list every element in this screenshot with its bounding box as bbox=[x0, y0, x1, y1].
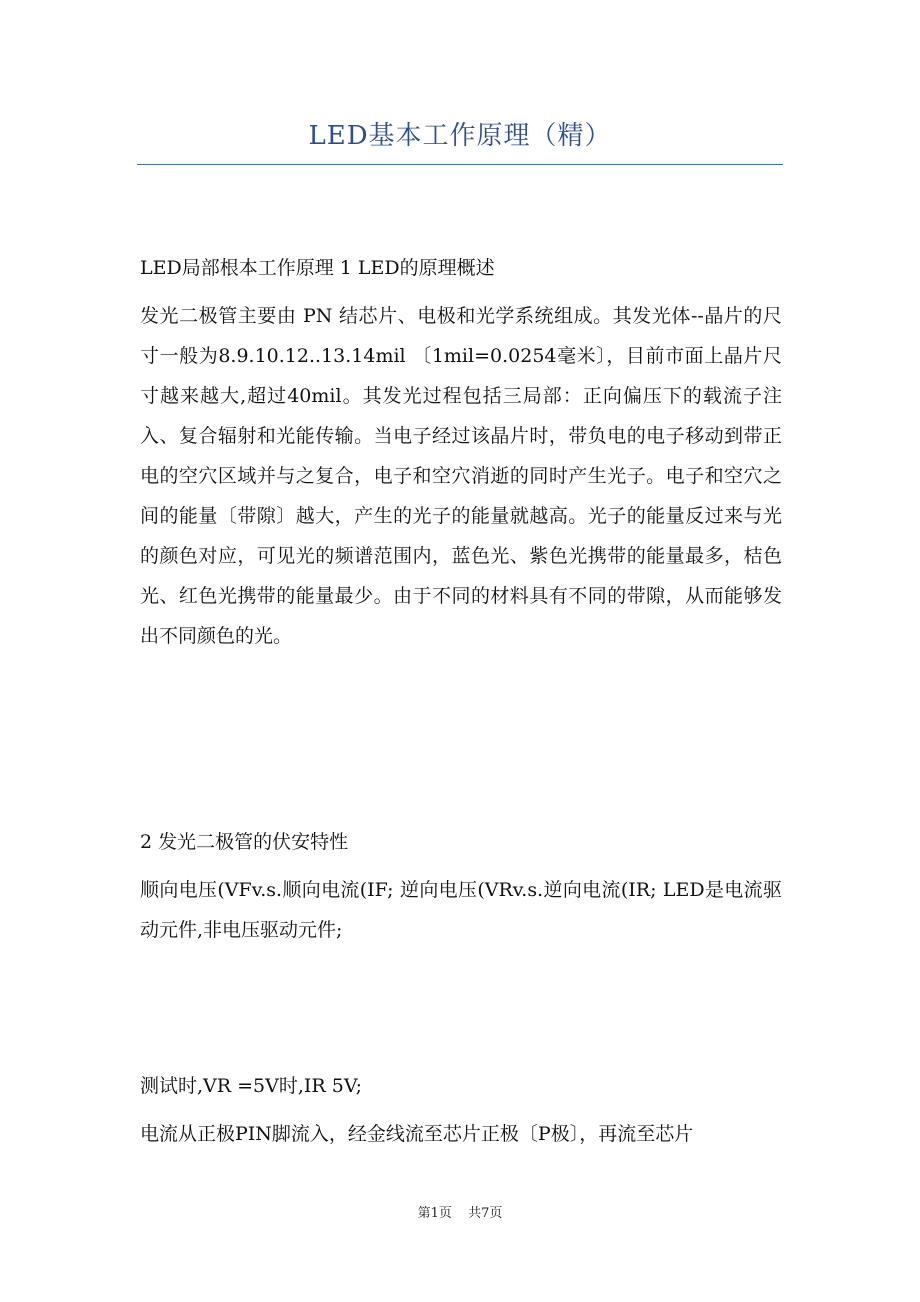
page-footer bbox=[0, 1204, 920, 1224]
page-number: 第1页 bbox=[417, 1206, 452, 1221]
page-title: LED基本工作原理（精） bbox=[308, 121, 612, 151]
body-paragraph-3: 测试时,VR =5V时,IR 5V; bbox=[140, 1075, 363, 1097]
section-heading-1: LED局部根本工作原理 1 LED的原理概述 bbox=[140, 257, 495, 279]
section-heading-2: 2 发光二极管的伏安特性 bbox=[140, 831, 349, 853]
title-underline bbox=[137, 164, 783, 165]
page-total: 共7页 bbox=[468, 1206, 503, 1221]
body-paragraph-2: 顺向电压(VFv.s.顺向电流(IF; 逆向电压(VRv.s.逆向电流(IR; LED是电流驱动元件,非电压驱动元件; bbox=[140, 879, 782, 941]
body-paragraph-4: 电流从正极PIN脚流入，经金线流至芯片正极〔P极〕，再流至芯片 bbox=[140, 1123, 694, 1145]
body-paragraph-1: 发光二极管主要由 PN 结芯片、电极和光学系统组成。其发光体--晶片的尺寸一般为8.9.10.12..13.14mil 〔1mil=0.0254毫米〕，目前市面上晶片尺寸越来越大,超过40mil。其发光过程包括三局部：正向偏压下的载流子注入、复合辐射和光能传输。当电子经过该晶片时，带负电的电子移动到带正电的空穴区域并与之复合，电子和空穴消逝的同时产生光子。电子和空穴之间的能量〔带隙〕越大，产生的光子的能量就越高。光子的能量反过来与光的颜色对应，可见光的频谱范围内，蓝色光、紫色光携带的能量最多，桔色光、红色光携带的能量最少。由于不同的材料具有不同的带隙，从而能够发出不同颜色的光。 bbox=[140, 305, 782, 647]
